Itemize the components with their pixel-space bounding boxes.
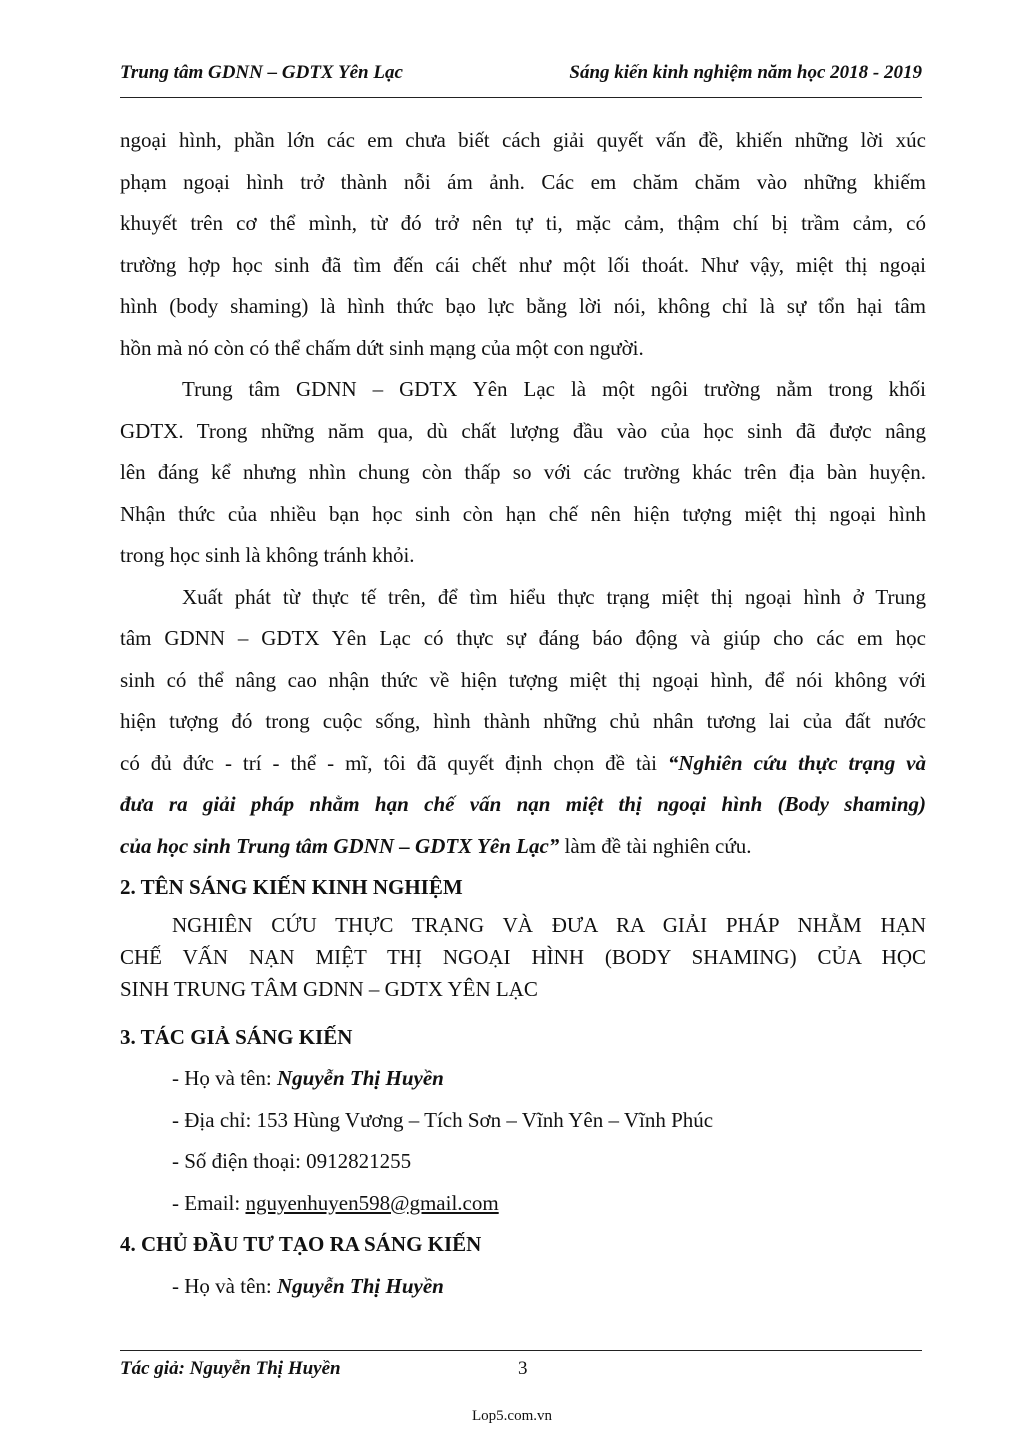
topic-title-part: của học sinh Trung tâm GDNN – GDTX Yên Lạc” <box>120 833 560 858</box>
footer-author: Tác giả: Nguyễn Thị Huyền <box>120 1358 341 1379</box>
text-line: GDTX. Trong những năm qua, dù chất lượng đầu vào của học sinh đã được nâng <box>120 418 926 443</box>
text-line: NGHIÊN CỨU THỰC TRẠNG VÀ ĐƯA RA GIẢI PHÁP NHẰM HẠN <box>172 912 926 937</box>
text-line: hình (body shaming) là hình thức bạo lực bằng lời nói, không chỉ là sự tổn hại tâm <box>120 294 926 318</box>
email-label: - Email: <box>172 1190 246 1215</box>
text-plain: làm đề tài nghiên cứu. <box>559 833 752 858</box>
topic-title-part: “Nghiên cứu thực trạng và <box>667 750 926 775</box>
text-line <box>120 743 926 785</box>
page-footer <box>120 1358 922 1388</box>
initiative-title <box>120 909 926 1005</box>
topic-title-part: đưa ra giải pháp nhằm hạn chế vấn nạn miệt thị ngoại hình (Body shaming) <box>120 792 926 816</box>
paragraph-3 <box>120 577 926 868</box>
text-line: sinh có thể nâng cao nhận thức về hiện tượng miệt thị ngoại hình, để nói không với <box>120 667 926 692</box>
paragraph-2 <box>120 369 926 577</box>
text-line: phạm ngoại hình trở thành nỗi ám ảnh. Các em chăm chăm vào những khiếm <box>120 169 926 194</box>
paragraph-1 <box>120 120 926 369</box>
author-name-label: - Họ và tên: <box>172 1066 277 1090</box>
author-address: - Địa chỉ: 153 Hùng Vương – Tích Sơn – Vĩnh Yên – Vĩnh Phúc <box>172 1107 714 1132</box>
text-line <box>120 826 926 868</box>
text-line: hồn mà nó còn có thể chấm dứt sinh mạng của một con người. <box>120 335 644 360</box>
section-3-heading: 3. TÁC GIẢ SÁNG KIẾN <box>120 1024 353 1049</box>
section-2-heading: 2. TÊN SÁNG KIẾN KINH NGHIỆM <box>120 875 463 899</box>
investor-name <box>120 1266 926 1308</box>
text-line: SINH TRUNG TÂM GDNN – GDTX YÊN LẠC <box>120 976 538 1001</box>
text-line: trong học sinh là không tránh khỏi. <box>120 543 415 567</box>
header-title: Sáng kiến kinh nghiệm năm học 2018 - 2019 <box>569 62 922 83</box>
investor-name-value: Nguyễn Thị Huyền <box>276 1273 444 1298</box>
text-line: trường hợp học sinh đã tìm đến cái chết như một lối thoát. Như vậy, miệt thị ngoại <box>120 252 926 277</box>
text-line: tâm GDNN – GDTX Yên Lạc có thực sự đáng báo động và giúp cho các em học <box>120 626 926 650</box>
section-4-heading: 4. CHỦ ĐẦU TƯ TẠO RA SÁNG KIẾN <box>120 1232 482 1256</box>
text-line: hiện tượng đó trong cuộc sống, hình thành những chủ nhân tương lai của đất nước <box>120 709 926 733</box>
footer-divider <box>120 1350 922 1351</box>
investor-name-label: - Họ và tên: <box>172 1273 277 1298</box>
text-line: Nhận thức của nhiều bạn học sinh còn hạn chế nên hiện tượng miệt thị ngoại hình <box>120 501 926 526</box>
author-name-value: Nguyễn Thị Huyền <box>276 1066 444 1090</box>
author-name <box>120 1058 926 1100</box>
text-line: Xuất phát từ thực tế trên, để tìm hiểu thực trạng miệt thị ngoại hình ở Trung <box>182 584 926 609</box>
author-email <box>120 1183 926 1225</box>
text-line: Trung tâm GDNN – GDTX Yên Lạc là một ngôi trường nằm trong khối <box>182 377 926 401</box>
text-line: ngoại hình, phần lớn các em chưa biết cách giải quyết vấn đề, khiến những lời xúc <box>120 128 926 152</box>
header-divider <box>120 97 922 98</box>
email-link[interactable]: nguyenhuyen598@gmail.com <box>245 1190 499 1215</box>
author-phone: - Số điện thoại: 0912821255 <box>172 1149 412 1173</box>
text-line: khuyết trên cơ thể mình, từ đó trở nên tự ti, mặc cảm, thậm chí bị trầm cảm, có <box>120 211 926 235</box>
document-body <box>120 120 926 1307</box>
text-plain: có đủ đức - trí - thể - mĩ, tôi đã quyết định chọn đề tài <box>120 750 668 775</box>
page-number: 3 <box>518 1358 528 1379</box>
text-line: CHẾ VẤN NẠN MIỆT THỊ NGOẠI HÌNH (BODY SHAMING) CỦA HỌC <box>120 944 926 969</box>
site-watermark: Lop5.com.vn <box>472 1408 552 1424</box>
text-line: lên đáng kể nhưng nhìn chung còn thấp so với các trường khác trên địa bàn huyện. <box>120 460 926 484</box>
header-school: Trung tâm GDNN – GDTX Yên Lạc <box>120 62 403 83</box>
